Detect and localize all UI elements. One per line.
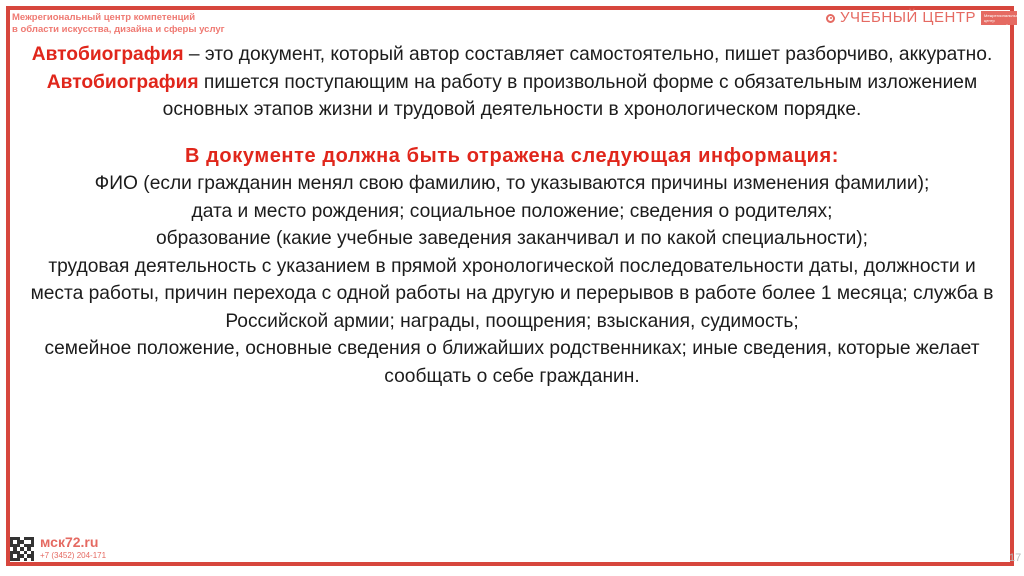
logo-box: Межрегиональный центр компетенций — [981, 11, 1017, 25]
section-heading: В документе должна быть отражена следующая информация: — [184, 144, 840, 167]
logo-text: УЧЕБНЫЙ ЦЕНТР — [840, 9, 977, 26]
term-highlight: Автобиография — [31, 44, 184, 65]
slide-content — [30, 41, 994, 390]
list-item: дата и место рождения; социальное положение; сведения о родителях; — [191, 200, 833, 222]
list-item: семейное положение, основные сведения о ближайших родственниках; иные сведения, которые желает сообщать о себе гражданин. — [44, 338, 980, 387]
website-link[interactable]: мск72.ru — [40, 534, 99, 550]
training-center-logo — [826, 10, 1017, 26]
list-item: образование (какие учебные заведения заканчивал и по какой специальности); — [155, 228, 869, 249]
requirements-paragraph — [30, 69, 994, 124]
page-number: 17 — [1009, 552, 1022, 564]
requirements-text: пишется поступающим на работу в произвольной форме с обязательным изложением основных этапов жизни и трудовой деятельности в хронологическом порядке. — [162, 71, 978, 120]
organization-name-line1: Межрегиональный центр компетенций — [12, 12, 196, 23]
list-item: ФИО (если гражданин менял свою фамилию, то указываются причины изменения фамилии); — [94, 173, 930, 194]
organization-name-line2: в области искусства, дизайна и сферы услуг — [12, 24, 225, 35]
term-highlight: Автобиография — [46, 71, 199, 93]
organization-name — [12, 12, 225, 36]
qr-code-icon — [10, 537, 34, 561]
phone-number: +7 (3452) 204-171 — [40, 551, 107, 560]
definition-paragraph — [30, 41, 994, 69]
logo-circle-icon — [826, 14, 835, 23]
definition-text: – это документ, который автор составляет самостоятельно, пишет разборчиво, аккуратно. — [183, 44, 993, 65]
list-item: трудовая деятельность с указанием в прямой хронологической последовательности даты, должности и места работы, причин перехода с одной работы на другую и перерывов в работе более 1 месяца; служба в Российской армии; награды, поощрения; взыскания, судимость; — [30, 255, 994, 332]
